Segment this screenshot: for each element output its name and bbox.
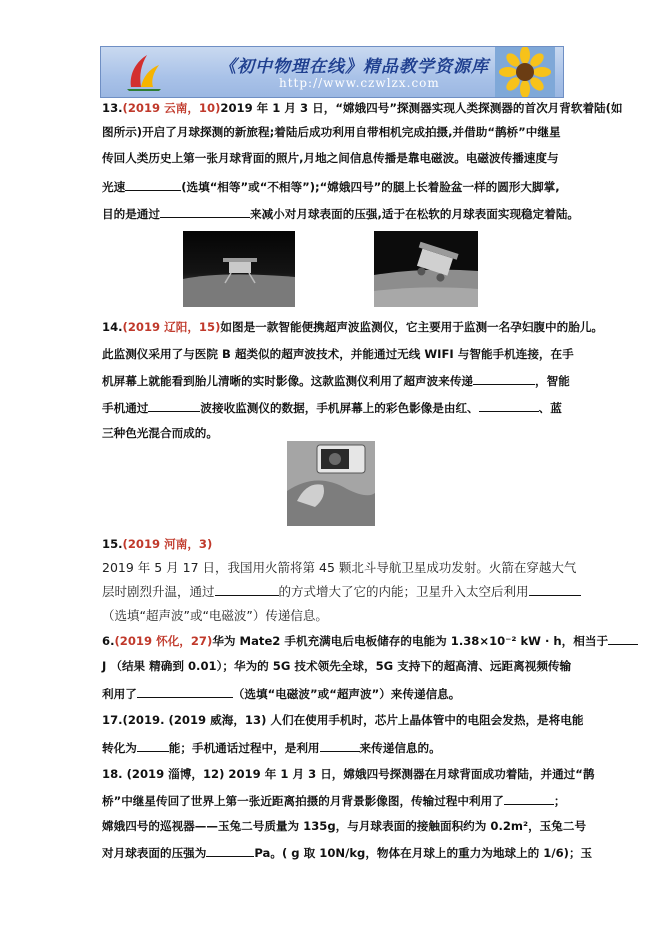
q18-line-3: 嫦娥四号的巡视器——玉兔二号质量为 135g，与月球表面的接触面积约为 0.2m²，玉兔二号 — [102, 819, 587, 833]
q18-text-4a: 对月球表面的压强为 — [102, 846, 207, 860]
q17-blank-2[interactable] — [320, 740, 360, 752]
q13-text-4a: 光速 — [102, 180, 126, 194]
q14-line-1 — [102, 320, 603, 335]
q15-text-2b: 的方式增大了它的内能；卫星升入太空后利用 — [278, 584, 529, 599]
q13-blank-1[interactable] — [125, 179, 181, 191]
q13-text-1: 2019 年 1 月 3 日，“嫦娥四号”探测器实现人类探测器的首次月背软着陆(如 — [220, 101, 623, 115]
q15-line-2: 2019 年 5 月 17 日，我国用火箭将第 45 颗北斗导航卫星成功发射。火箭在穿越大气 — [102, 560, 577, 575]
q14-text-3b: ，智能 — [535, 374, 570, 388]
q17-text-2a: 转化为 — [102, 741, 137, 755]
q18-line-4 — [102, 845, 592, 861]
q16-blank-2[interactable] — [137, 686, 233, 698]
q17-text-2b: 能；手机通话过程中，是利用 — [168, 741, 320, 755]
banner-url[interactable]: http://www.czwlzx.com — [279, 76, 440, 90]
moon-rover-photo — [374, 231, 478, 307]
q15-line-1 — [102, 537, 212, 552]
banner-title: 《初中物理在线》精品教学资源库 — [219, 57, 489, 77]
q17-blank-1[interactable] — [137, 740, 169, 752]
q18-text-4b: Pa。( g 取 10N/kg，物体在月球上的重力为地球上的 1/6)；玉 — [254, 846, 593, 860]
q16-blank-1[interactable] — [608, 633, 638, 645]
q14-line-4 — [102, 400, 562, 416]
q17-line-1: 17.(2019. (2019 威海，13) 人们在使用手机时，芯片上晶体管中的电阻会发热，是将电能 — [102, 713, 584, 727]
q13-line-5 — [102, 206, 579, 222]
q16-text-3a: 利用了 — [102, 687, 137, 701]
q14-source: (2019 辽阳，15) — [122, 320, 221, 334]
q14-text-1: 如图是一款智能便携超声波监测仪，它主要用于监测一名孕妇腹中的胎儿。 — [220, 320, 603, 334]
ultrasound-monitor-photo — [287, 441, 375, 526]
header-banner — [100, 46, 564, 98]
q13-line-3: 传回人类历史上第一张月球背面的照片,月地之间信息传播是靠电磁波。电磁波传播速度与 — [102, 151, 559, 165]
logo-icon — [123, 51, 165, 93]
q13-text-5a: 目的是通过 — [102, 207, 160, 221]
q14-text-4a: 手机通过 — [102, 401, 149, 415]
q15-text-2a: 层时剧烈升温，通过 — [102, 584, 215, 599]
q18-blank-1[interactable] — [504, 793, 554, 805]
q16-text-3b: （选填“电磁波”或“超声波”）来传递信息。 — [232, 687, 461, 701]
q16-line-3 — [102, 686, 460, 702]
q13-line-2: 图所示)开启了月球探测的新旅程;着陆后成功利用自带相机完成拍摄,并借助“鹊桥”中继星 — [102, 125, 561, 139]
q14-text-4b: 波接收监测仪的数据，手机屏幕上的彩色影像是由红、 — [200, 401, 479, 415]
q13-line-1 — [102, 101, 623, 116]
q18-text-2a: 桥”中继星传回了世界上第一张近距离拍摄的月背景影像图，传输过程中利用了 — [102, 794, 504, 808]
q13-text-4b: (选填“相等”或“不相等”);“嫦娥四号”的腿上长着脸盆一样的圆形大脚掌, — [181, 180, 560, 194]
q13-line-4 — [102, 179, 560, 195]
q14-line-3 — [102, 373, 570, 389]
q17-line-2 — [102, 740, 441, 756]
q13-number: 13. — [102, 101, 123, 115]
q18-blank-2[interactable] — [206, 845, 254, 857]
q15-blank-2[interactable] — [529, 584, 581, 596]
q14-text-3a: 机屏幕上就能看到胎儿清晰的实时影像。这款监测仪利用了超声波来传递 — [102, 374, 474, 388]
q13-blank-2[interactable] — [160, 206, 250, 218]
q16-text-1: 华为 Mate2 手机充满电后电板储存的电能为 1.38×10⁻² kW · h，相当于 — [212, 634, 609, 648]
q14-line-5: 三种色光混合而成的。 — [102, 426, 218, 440]
q18-line-2 — [102, 793, 565, 809]
q13-text-5b: 来减小对月球表面的压强,适于在松软的月球表面实现稳定着陆。 — [249, 207, 580, 221]
q15-line-4: （选填“超声波”或“电磁波”）传递信息。 — [102, 608, 328, 623]
q14-blank-3[interactable] — [479, 400, 539, 412]
q14-number: 14. — [102, 320, 123, 334]
q14-blank-1[interactable] — [473, 373, 535, 385]
lunar-lander-photo — [183, 231, 295, 307]
q16-source: (2019 怀化，27) — [114, 634, 213, 648]
q15-line-3 — [102, 584, 581, 599]
q15-source: (2019 河南，3) — [122, 537, 213, 551]
q14-line-2: 此监测仪采用了与医院 B 超类似的超声波技术，并能通过无线 WIFI 与智能手机连接，在手 — [102, 347, 574, 361]
q16-line-1 — [102, 633, 638, 649]
q14-text-4c: 、蓝 — [538, 401, 562, 415]
q16-number: 6. — [102, 634, 115, 648]
q13-source: (2019 云南，10) — [122, 101, 221, 115]
q17-text-2c: 来传递信息的。 — [359, 741, 441, 755]
sunflower-icon — [495, 47, 555, 97]
q15-blank-1[interactable] — [215, 584, 279, 596]
q14-blank-2[interactable] — [148, 400, 200, 412]
q18-line-1: 18. (2019 淄博，12) 2019 年 1 月 3 日，嫦娥四号探测器在月球背面成功着陆，并通过“鹊 — [102, 767, 595, 781]
q15-number: 15. — [102, 537, 123, 551]
q16-line-2: J （结果 精确到 0.01）；华为的 5G 技术领先全球，5G 支持下的超高清、远距离视频传输 — [102, 659, 572, 673]
q18-text-2b: ； — [553, 794, 566, 808]
